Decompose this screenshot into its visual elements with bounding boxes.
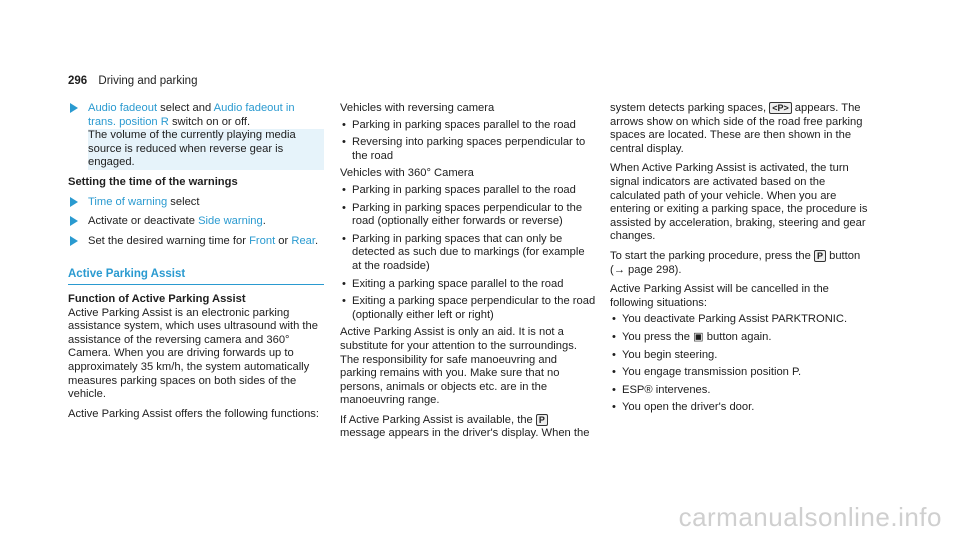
- paragraph: Active Parking Assist will be cancelled in the following situations:: [610, 283, 829, 309]
- step-note: The volume of the currently playing media source is reduced when reverse gear is engaged.: [88, 129, 324, 170]
- page-number: 296: [68, 75, 88, 87]
- step-time-of-warning: Time of warning select: [68, 196, 324, 210]
- paragraph: Active Parking Assist is an electronic parking assistance system, which uses ultrasound with the assistance of the reversing camera and 360° Camera. When you are driving forwards up to approximately 35 km/h, the system automatically measures parking spaces on both sides of the vehicle.: [68, 306, 318, 401]
- list-item: • You press the ▣ button again.: [610, 331, 872, 345]
- column-3: [610, 102, 872, 419]
- chapter-title: Driving and parking: [98, 75, 198, 87]
- page-header: [68, 75, 197, 89]
- list-item: • Parking in parking spaces parallel to the road: [340, 184, 596, 198]
- paragraph: system detects parking spaces, <P> appears. The arrows show on which side of the road free parking spaces are located. These are then shown in the central display.: [610, 102, 863, 155]
- list-item: • You open the driver's door.: [610, 401, 872, 415]
- list-item: • Parking in parking spaces that can only be detected as such due to markings (for example at the roadside): [340, 233, 596, 274]
- step-arrow-icon: [70, 236, 78, 246]
- intro-reversing-camera: Vehicles with reversing camera: [340, 102, 495, 114]
- step-side-warning: Activate or deactivate Side warning.: [68, 215, 324, 229]
- watermark: carmanualsonline.info: [678, 502, 942, 533]
- paragraph: Active Parking Assist is only an aid. It is not a substitute for your attention to the surroundings. The responsibility for safe manoeuvring and parking remains with you. Make sure that no persons, animals or objects etc. are in the manoeuvring range.: [340, 326, 577, 407]
- step-arrow-icon: [70, 197, 78, 207]
- parking-spaces-symbol-icon: <P>: [769, 102, 792, 114]
- link-audio-fadeout[interactable]: Audio fadeout: [88, 102, 158, 114]
- parking-button-icon: P: [814, 250, 826, 262]
- paragraph: When Active Parking Assist is activated, the turn signal indicators are activated based on the calculated path of your vehicle. When you are entering or exiting a parking space, the procedure is assisted by acceleration, braking, steering and gear changes.: [610, 162, 868, 243]
- parking-symbol-icon: P: [536, 414, 548, 426]
- list-item: • You deactivate Parking Assist PARKTRONIC.: [610, 313, 872, 327]
- link-rear[interactable]: Rear: [291, 234, 315, 247]
- step-audio-fadeout: Audio fadeout select and Audio fadeout in trans. position R switch on or off. The volume of the currently playing media source is reduced when reverse gear is engaged.: [68, 102, 324, 170]
- list-item: • Exiting a parking space perpendicular to the road (optionally either left or right): [340, 295, 596, 322]
- step-arrow-icon: [70, 216, 78, 226]
- intro-360-camera: Vehicles with 360° Camera: [340, 167, 474, 180]
- link-time-of-warning[interactable]: Time of warning: [88, 195, 168, 208]
- step-arrow-icon: [70, 103, 78, 113]
- link-side-warning[interactable]: Side warning: [198, 215, 263, 228]
- link-front[interactable]: Front: [249, 234, 276, 247]
- subheading-warnings: Setting the time of the warnings: [68, 175, 238, 188]
- paragraph: Active Parking Assist offers the following functions:: [68, 407, 320, 420]
- paragraph: If Active Parking Assist is available, the P message appears in the driver's display. When the: [340, 413, 590, 440]
- function-heading: Function of Active Parking Assist: [68, 292, 246, 305]
- list-item: • ESP® intervenes.: [610, 384, 872, 398]
- step-warning-time: Set the desired warning time for Front or Rear.: [68, 235, 324, 249]
- column-1: [68, 102, 324, 427]
- paragraph: To start the parking procedure, press the P button (→ page 298).: [610, 249, 861, 276]
- list-item: • Reversing into parking spaces perpendicular to the road: [340, 136, 596, 163]
- list-item: • Parking in parking spaces parallel to the road: [340, 119, 596, 133]
- column-2: [340, 102, 596, 447]
- section-title: Active Parking Assist: [68, 268, 324, 285]
- list-item: • You engage transmission position P.: [610, 366, 872, 380]
- list-item: • Parking in parking spaces perpendicular to the road (optionally either forwards or reverse): [340, 202, 596, 229]
- list-item: • Exiting a parking space parallel to the road: [340, 278, 596, 292]
- link-audio-fadeout-trans[interactable]: Audio fadeout in trans. position R: [88, 102, 295, 128]
- list-item: • You begin steering.: [610, 349, 872, 363]
